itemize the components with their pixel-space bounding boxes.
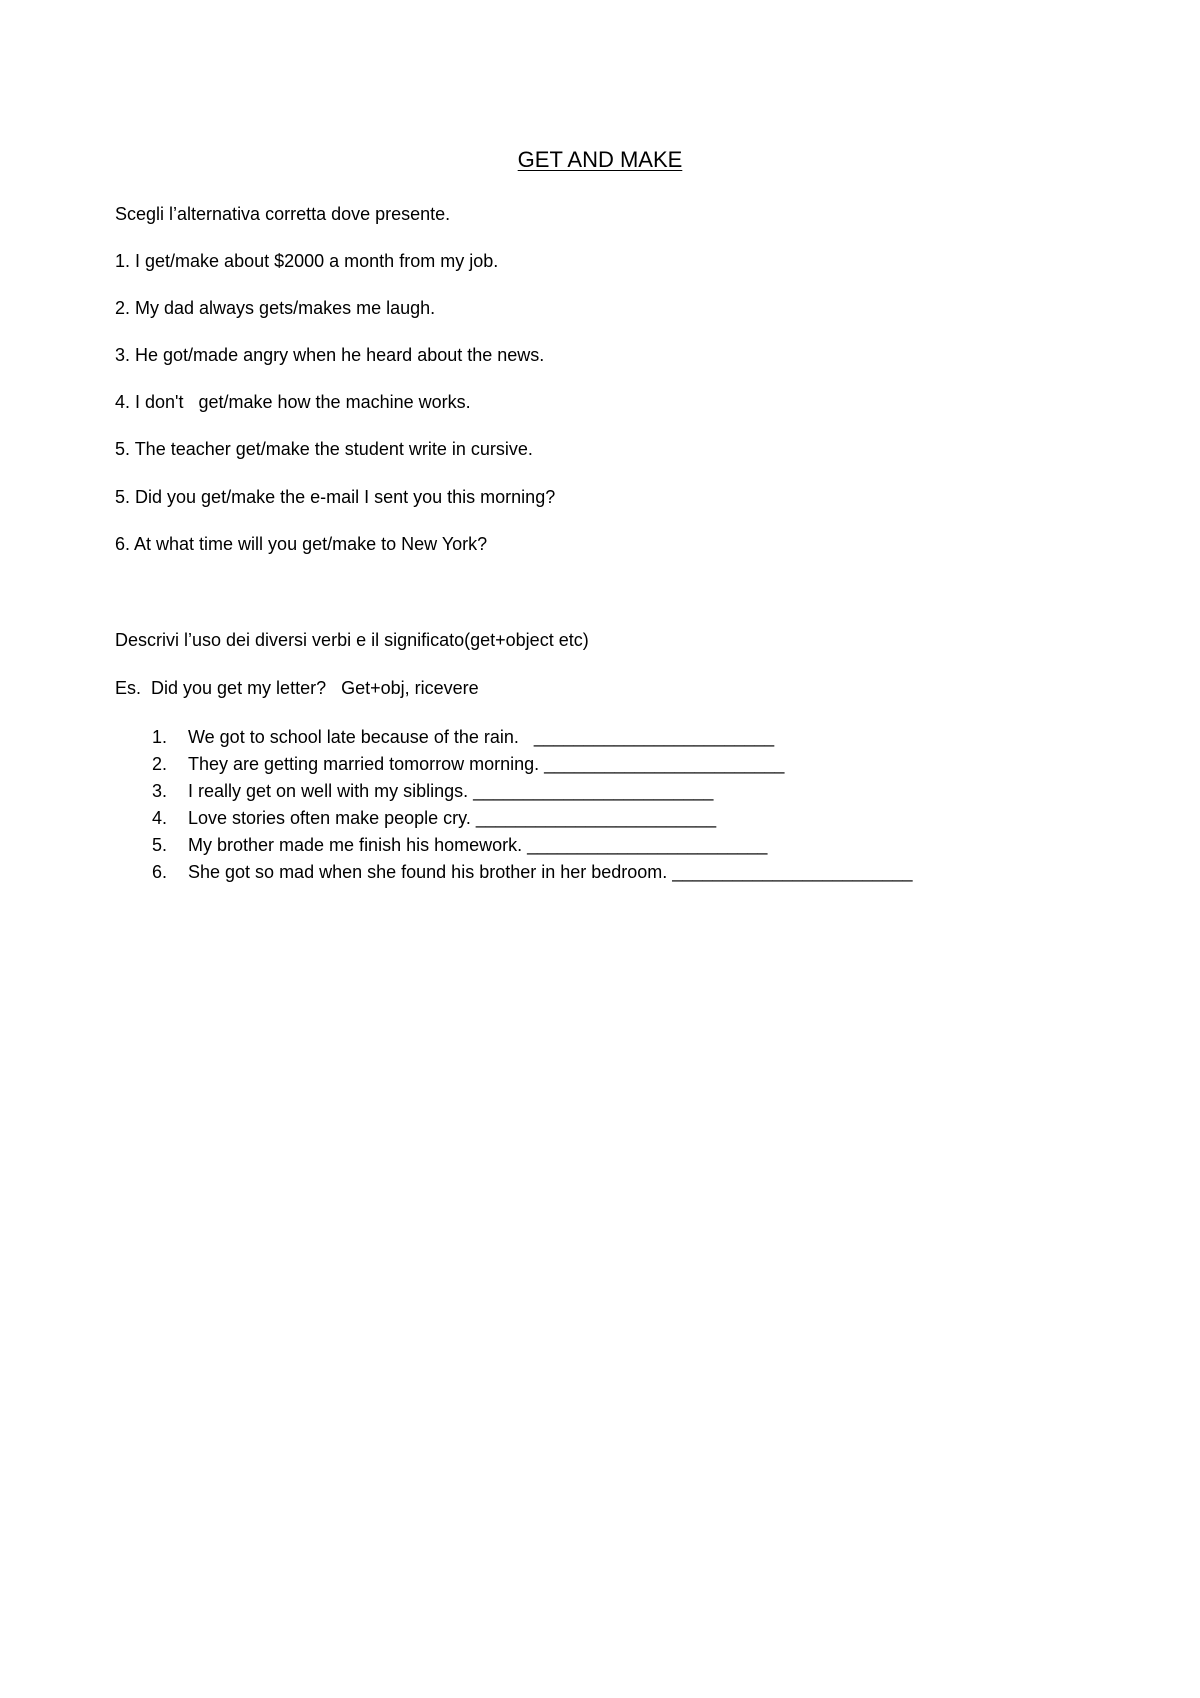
exercise-item-4: 4. I don't get/make how the machine works. xyxy=(115,392,471,412)
list-item-number: 6. xyxy=(152,862,168,882)
section2-example: Es. Did you get my letter? Get+obj, ricevere xyxy=(115,678,479,698)
list-item-number: 5. xyxy=(152,835,168,855)
list-item-number: 3. xyxy=(152,781,168,801)
exercise-item-6: 5. Did you get/make the e-mail I sent you this morning? xyxy=(115,487,556,507)
list-item-text: Love stories often make people cry. ________________________ xyxy=(188,808,717,828)
exercise-item-5: 5. The teacher get/make the student write in cursive. xyxy=(115,439,533,459)
numbered-exercise-list xyxy=(152,724,913,886)
list-item xyxy=(152,832,913,859)
list-item-text: We got to school late because of the rain. ________________________ xyxy=(188,727,775,747)
list-item-number: 2. xyxy=(152,754,168,774)
exercise-item-2: 2. My dad always gets/makes me laugh. xyxy=(115,298,436,318)
list-item-text: I really get on well with my siblings. ________________________ xyxy=(188,781,714,801)
list-item xyxy=(152,751,913,778)
list-item-text: She got so mad when she found his brother in her bedroom. ________________________ xyxy=(188,862,913,882)
list-item xyxy=(152,805,913,832)
page-title xyxy=(0,146,1200,174)
exercise-item-3: 3. He got/made angry when he heard about the news. xyxy=(115,345,545,365)
list-item-text: They are getting married tomorrow morning. ________________________ xyxy=(188,754,785,774)
list-item xyxy=(152,859,913,886)
list-item xyxy=(152,778,913,805)
exercise-item-7: 6. At what time will you get/make to New York? xyxy=(115,534,488,554)
list-item-number: 4. xyxy=(152,808,168,828)
section2-instruction: Descrivi l’uso dei diversi verbi e il significato(get+object etc) xyxy=(115,630,589,650)
list-item-number: 1. xyxy=(152,727,168,747)
page-title-text: GET AND MAKE xyxy=(517,147,683,172)
list-item xyxy=(152,724,913,751)
section1-instruction: Scegli l’alternativa corretta dove presente. xyxy=(115,204,451,224)
exercise-item-1: 1. I get/make about $2000 a month from my job. xyxy=(115,251,499,271)
list-item-text: My brother made me finish his homework. ________________________ xyxy=(188,835,768,855)
